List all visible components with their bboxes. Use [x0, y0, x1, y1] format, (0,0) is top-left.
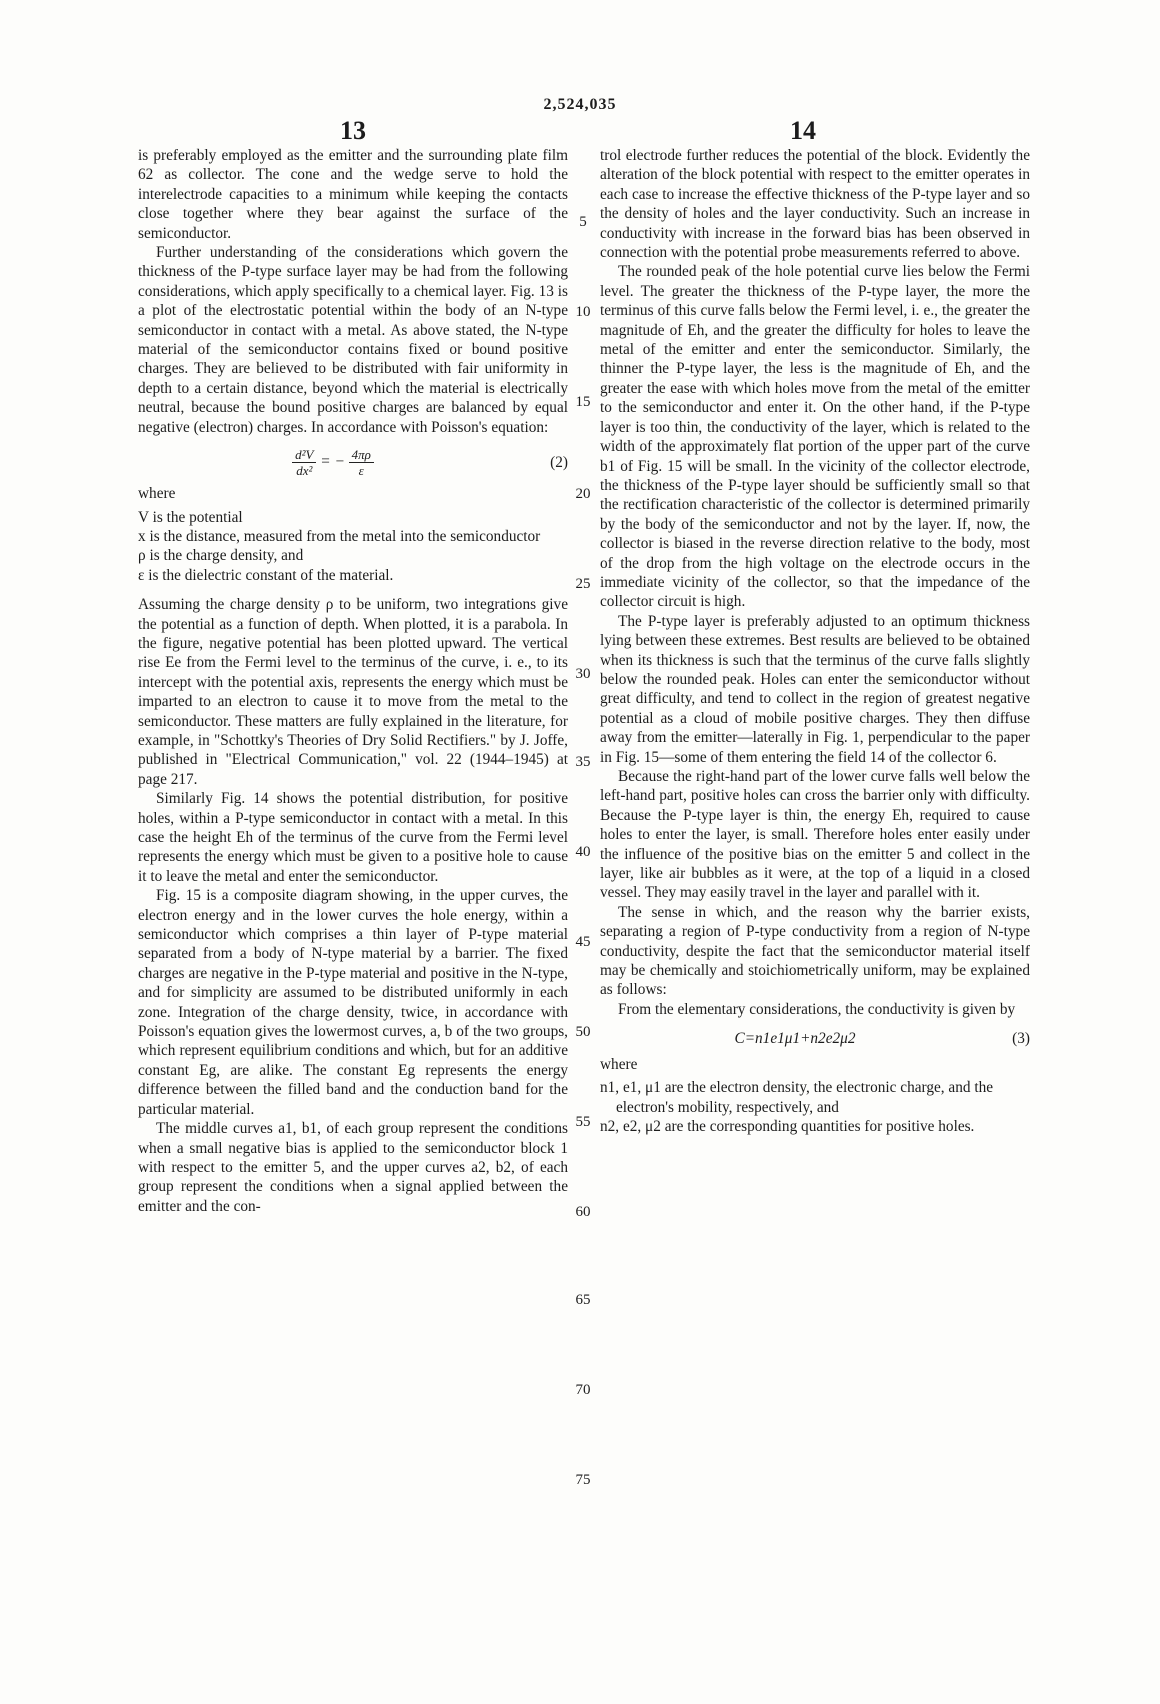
paragraph: Fig. 15 is a composite diagram showing, in the upper curves, the electron energy and in the lower curves the hole energy, within a semiconductor which comprises a thin layer of P-type material separated from a body of N-type material by a barrier. The fixed charges are negative in the P-type material and positive in the N-type, and for simplicity are assumed to be distributed uniformly in each zone. Integration of the charge density, twice, in accordance with Poisson's equation gives the lowermost curves, a, b of the two groups, which represent equilibrium conditions and which, but for an additive constant Eg, are alike. The constant Eg represents the energy difference between the filled band and the conduction band for the particular material. — [138, 887, 568, 1118]
paragraph: The middle curves a1, b1, of each group represent the conditions when a small negative bias is applied to the semiconductor block 1 with respect to the emitter 5, and the upper curves a2, b2, of each group represent the conditions when a signal applied between the emitter and the con- — [138, 1120, 568, 1215]
definition-item: x is the distance, measured from the metal into the semiconductor — [138, 527, 541, 545]
paragraph: Assuming the charge density ρ to be uniform, two integrations give the potential as a function of depth. When plotted, it is a parabola. In the figure, negative potential has been plotted upward. The vertical rise Ee from the Fermi level to the terminus of the curve, i. e., to its intercept with the potential axis, represents the energy which must be imparted to an electron to cause it to move from the metal to the semiconductor. These matters are fully explained in the literature, for example, in "Schottky's Theories of Dry Solid Rectifiers." by J. Joffe, published in "Electrical Communication," vol. 22 (1944–1945) at page 217. — [138, 596, 568, 788]
definition-list — [600, 1078, 1030, 1136]
paragraph: From the elementary considerations, the conductivity is given by — [618, 1000, 1016, 1018]
paragraph: The sense in which, and the reason why the barrier exists, separating a region of P-type conductivity from a region of N-type conductivity, despite the fact that the semiconductor material itself may be chemically and stoichiometrically uniform, may be explained as follows: — [600, 903, 1030, 999]
page-number-left: 13 — [340, 116, 366, 145]
denominator: ε — [358, 463, 364, 479]
paragraph: Similarly Fig. 14 shows the potential distribution, for positive holes, within a P-type semiconductor in contact with a metal. In this case the height Eh of the terminus of the curve from the Fermi level represents the energy which must be given to a positive hole to cause it to leave the metal and enter the semiconductor. — [138, 790, 568, 885]
right-column — [600, 146, 1030, 1146]
equation-number: (3) — [1012, 1030, 1030, 1048]
line-number: 5 — [579, 214, 587, 230]
line-number: 70 — [575, 1382, 591, 1398]
definition-item: n2, e2, μ2 are the corresponding quantities for positive holes. — [600, 1117, 975, 1135]
paragraph: The P-type layer is preferably adjusted to an optimum thickness lying between these extremes. Best results are believed to be obtained when its thickness is such that the terminus of the curve falls slightly below the rounded peak. Holes can enter the semiconductor without great difficulty, and tend to collect in the region of greatest negative potential as a cloud of mobile positive charges. They then diffuse away from the emitter—laterally in Fig. 1, perpendicular to the paper in Fig. 15—some of them entering the field 14 of the collector 6. — [600, 612, 1030, 766]
line-number: 45 — [575, 934, 591, 950]
fraction-lhs — [292, 447, 316, 478]
paragraph: Further understanding of the considerations which govern the thickness of the P-type surface layer may be had from the following considerations, which apply specifically to a chemical layer. Fig. 13 is a plot of the electrostatic potential within the body of an N-type semiconductor in contact with a metal. As above stated, the N-type material of the semiconductor contains fixed or bound positive charges. They are believed to be distributed with fair uniformity in depth to a certain distance, beyond which the material is electrically neutral, because the bound positive charges are balanced by equal negative (electron) charges. In accordance with Poisson's equation: — [138, 244, 568, 436]
equation-2 — [138, 447, 568, 478]
left-column — [138, 146, 568, 1216]
denominator: dx² — [296, 463, 313, 479]
definition-item: n1, e1, μ1 are the electron density, the electronic charge, and the electron's mobility, respectively, and — [600, 1079, 994, 1116]
line-number: 30 — [575, 666, 591, 682]
numerator: d²V — [292, 447, 316, 463]
paragraph: Because the right-hand part of the lower curve falls well below the left-hand part, positive holes can cross the barrier only with difficulty. Because the P-type layer is thin, the energy Eh, required to cause holes to enter the layer, is small. Therefore holes enter easily under the influence of the positive bias on the emitter 5 and collect in the layer, like air bubbles as it were, at the top of a liquid in a closed vessel. They may easily travel in the layer and parallel with it. — [600, 768, 1030, 902]
where-label: where — [600, 1055, 638, 1073]
paragraph: trol electrode further reduces the potential of the block. Evidently the alteration of the block potential with respect to the emitter operates in each case to increase the effective thickness of the P-type layer and so the density of holes and the layer conductivity. Such an increase in conductivity with increase in the forward bias has been observed in connection with the potential probe measurements referred to above. — [600, 147, 1030, 262]
line-number: 25 — [575, 576, 591, 592]
fraction-rhs — [349, 447, 374, 478]
line-number: 15 — [575, 394, 591, 410]
equation-3 — [600, 1029, 1030, 1048]
line-number: 35 — [575, 754, 591, 770]
definition-item: V is the potential — [138, 508, 243, 526]
equation-body: C=n1e1μ1+n2e2μ2 — [734, 1030, 856, 1048]
line-number: 75 — [575, 1472, 591, 1488]
paragraph: is preferably employed as the emitter and the surrounding plate film 62 as collector. The cone and the wedge serve to hold the interelectrode capacities to a minimum while keeping the contacts close together where they bear against the surface of the semiconductor. — [138, 147, 568, 242]
numerator: 4πρ — [349, 447, 374, 463]
line-number: 65 — [575, 1292, 591, 1308]
paragraph: The rounded peak of the hole potential curve lies below the Fermi level. The greater the thickness of the P-type layer, the more the terminus of this curve falls below the Fermi level, i. e., the greater the magnitude of Eh, and the greater the difficulty for holes to leave the metal of the emitter and enter the semiconductor. Similarly, the thinner the P-type layer, the less is the magnitude of Eh, and the greater the ease with which holes move from the metal of the emitter to the semiconductor and enter it. On the other hand, if the P-type layer is too thin, the conductivity of the layer, which is related to the width of the approximately flat portion of the upper part of the curve b1 of Fig. 15 will be small. In the vicinity of the collector electrode, the thickness of the P-type layer should be sufficiently small so that the rectification characteristic of the collector is determined primarily by the body of the semiconductor and not by the layer. If, now, the collector is biased in the reverse direction relative to the body, most of the drop from the high voltage on the electrode occurs in the immediate vicinity of the collector, so that the impedance of the collector circuit is high. — [600, 263, 1030, 611]
line-number: 60 — [575, 1204, 591, 1220]
line-number: 10 — [575, 304, 591, 320]
line-number: 40 — [575, 844, 591, 860]
equation-number: (2) — [550, 453, 568, 471]
page-number-right: 14 — [790, 116, 816, 145]
line-number: 50 — [575, 1024, 591, 1040]
definition-item: ε is the dielectric constant of the material. — [138, 566, 394, 584]
equals-sign: = − — [320, 453, 345, 471]
definition-item: ρ is the charge density, and — [138, 547, 304, 565]
line-number: 20 — [575, 486, 591, 502]
line-number: 55 — [575, 1114, 591, 1130]
equation-body — [138, 447, 528, 478]
definition-list — [138, 508, 568, 586]
patent-number: 2,524,035 — [543, 96, 617, 113]
where-label: where — [138, 485, 176, 503]
